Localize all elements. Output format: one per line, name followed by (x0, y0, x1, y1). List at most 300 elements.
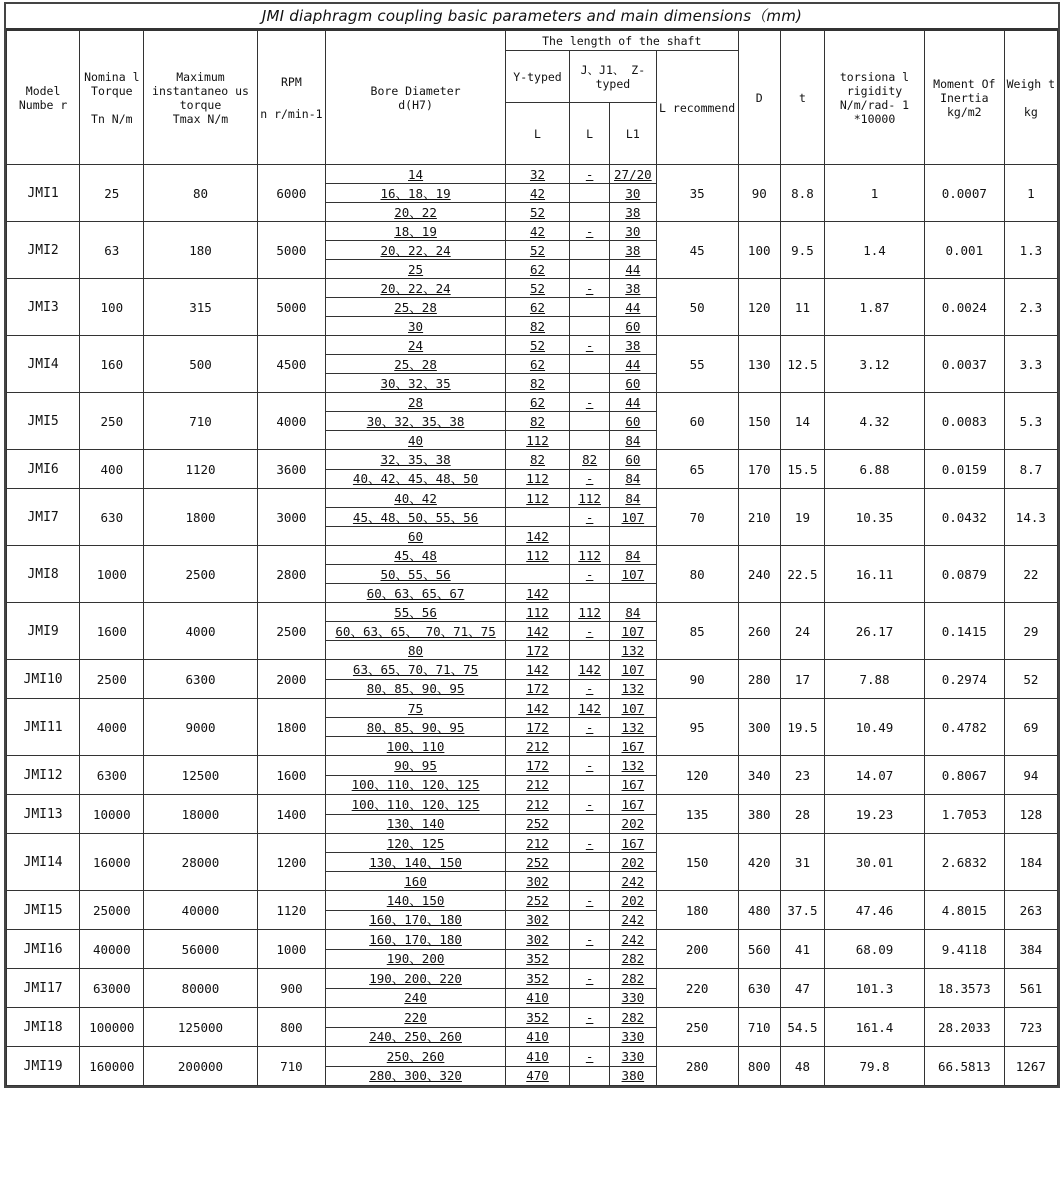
max-torque-cell: 1800 (144, 489, 257, 546)
t-cell: 9.5 (780, 222, 824, 279)
model-cell: JMI13 (7, 795, 80, 834)
header-y-l: L (505, 103, 569, 165)
l1-length: 107 (610, 661, 656, 680)
bore-column-cell (326, 1008, 506, 1047)
inertia-cell: 2.6832 (924, 834, 1004, 891)
inertia-cell: 66.5813 (924, 1047, 1004, 1086)
l1-length: 132 (621, 681, 645, 696)
table-row (7, 222, 1058, 279)
d-cell: 130 (738, 336, 780, 393)
torsional-rigidity-cell: 68.09 (825, 930, 925, 969)
j-typed-length: - (570, 393, 609, 412)
t-cell: 48 (780, 1047, 824, 1086)
y-column-cell (505, 660, 569, 699)
t-cell: 54.5 (780, 1008, 824, 1047)
bore-diameter: 14 (326, 165, 505, 184)
j-typed-length: - (570, 796, 609, 815)
bore-diameter: 30、32、35、38 (326, 412, 505, 431)
j-typed-length (570, 412, 609, 431)
l-recommend-cell: 35 (656, 165, 738, 222)
j-typed-length (570, 527, 609, 546)
nominal-torque-cell: 2500 (80, 660, 144, 699)
l1-length: 44 (610, 393, 656, 412)
t-cell: 24 (780, 603, 824, 660)
table-row (7, 1047, 1058, 1086)
j-typed-length (570, 641, 609, 660)
l1-length: 380 (621, 1068, 645, 1083)
l1-length: 30 (610, 222, 656, 241)
bore-column-cell (326, 603, 506, 660)
y-typed-length: 302 (506, 931, 569, 950)
j-column-cell (570, 336, 610, 393)
weight-cell: 69 (1004, 699, 1057, 756)
max-torque-cell: 40000 (144, 891, 257, 930)
j-column-cell (570, 930, 610, 969)
d-cell: 420 (738, 834, 780, 891)
j-typed-length (570, 374, 609, 393)
l1-length: 132 (610, 718, 656, 737)
j-typed-length: - (570, 970, 609, 989)
nominal-torque-cell: 63 (80, 222, 144, 279)
y-typed-length: 52 (529, 204, 546, 220)
y-column-cell (505, 336, 569, 393)
bore-diameter: 140、150 (326, 892, 505, 911)
y-typed-length: 142 (526, 585, 549, 601)
header-shaft-length: The length of the shaft (505, 31, 738, 51)
j-typed-length: 82 (570, 451, 609, 470)
torsional-rigidity-cell: 14.07 (825, 756, 925, 795)
l1-length: 27/20 (610, 165, 656, 184)
j-column-cell (570, 891, 610, 930)
l1-length: 107 (610, 565, 656, 584)
l-recommend-cell: 250 (656, 1008, 738, 1047)
inertia-cell: 0.0024 (924, 279, 1004, 336)
bore-diameter: 20、22 (394, 204, 437, 220)
t-cell: 22.5 (780, 546, 824, 603)
model-cell: JMI3 (7, 279, 80, 336)
bore-diameter: 80、85、90、95 (366, 681, 465, 696)
weight-cell: 384 (1004, 930, 1057, 969)
torsional-rigidity-cell: 1.4 (825, 222, 925, 279)
d-cell: 240 (738, 546, 780, 603)
header-model: Model Numbe r (7, 31, 80, 165)
weight-cell: 94 (1004, 756, 1057, 795)
j-column-cell (570, 1047, 610, 1086)
bore-diameter: 160、170、180 (326, 931, 505, 950)
model-cell: JMI12 (7, 756, 80, 795)
nominal-torque-cell: 160000 (80, 1047, 144, 1086)
j-column-cell (570, 834, 610, 891)
rpm-cell: 710 (257, 1047, 326, 1086)
rpm-cell: 1400 (257, 795, 326, 834)
j-column-cell (570, 279, 610, 336)
bore-diameter: 280、300、320 (369, 1068, 462, 1083)
l1-length: 107 (610, 699, 656, 718)
l1-column-cell (610, 795, 657, 834)
table-row (7, 795, 1058, 834)
y-column-cell (505, 393, 569, 450)
l1-length: 60 (610, 451, 656, 470)
l1-length: 84 (610, 546, 656, 565)
torsional-rigidity-cell: 79.8 (825, 1047, 925, 1086)
header-y-typed: Y-typed (505, 51, 569, 103)
header-max-torque-label: Maximum instantaneo us torque (152, 69, 249, 112)
y-typed-length: 42 (506, 222, 569, 241)
header-bore: Bore Diameter d(H7) (326, 31, 506, 165)
weight-cell: 561 (1004, 969, 1057, 1008)
model-cell: JMI5 (7, 393, 80, 450)
j-typed-length: 112 (570, 546, 609, 565)
l-recommend-cell: 45 (656, 222, 738, 279)
t-cell: 17 (780, 660, 824, 699)
torsional-rigidity-cell: 101.3 (825, 969, 925, 1008)
j-typed-length (570, 184, 609, 203)
rpm-cell: 4000 (257, 393, 326, 450)
weight-cell: 3.3 (1004, 336, 1057, 393)
rpm-cell: 2500 (257, 603, 326, 660)
y-column-cell (505, 969, 569, 1008)
bore-diameter: 25、28 (326, 355, 505, 374)
rpm-cell: 1120 (257, 891, 326, 930)
model-cell: JMI9 (7, 603, 80, 660)
max-torque-cell: 4000 (144, 603, 257, 660)
j-typed-length (570, 872, 609, 891)
max-torque-cell: 180 (144, 222, 257, 279)
y-typed-length: 142 (506, 622, 569, 641)
weight-cell: 14.3 (1004, 489, 1057, 546)
l1-length: 330 (610, 1048, 656, 1067)
bore-diameter: 28 (326, 393, 505, 412)
t-cell: 12.5 (780, 336, 824, 393)
j-typed-length (570, 203, 609, 222)
j-typed-length (570, 1066, 609, 1085)
y-typed-length: 212 (526, 777, 549, 792)
bore-diameter: 40、42 (326, 489, 505, 508)
bore-diameter: 16、18、19 (326, 184, 505, 203)
j-typed-length: - (570, 508, 609, 527)
t-cell: 19.5 (780, 699, 824, 756)
y-column-cell (505, 603, 569, 660)
weight-cell: 2.3 (1004, 279, 1057, 336)
j-typed-length (570, 910, 609, 929)
model-cell: JMI16 (7, 930, 80, 969)
y-column-cell (505, 1008, 569, 1047)
l-recommend-cell: 120 (656, 756, 738, 795)
table-row (7, 279, 1058, 336)
bore-diameter: 60、63、65、67 (366, 585, 465, 601)
inertia-cell: 18.3573 (924, 969, 1004, 1008)
bore-diameter: 90、95 (326, 757, 505, 776)
bore-column-cell (326, 756, 506, 795)
rpm-cell: 1000 (257, 930, 326, 969)
bore-diameter: 160 (404, 873, 427, 889)
rpm-cell: 1600 (257, 756, 326, 795)
table-row (7, 450, 1058, 489)
header-weight-unit: kg (1023, 104, 1038, 119)
j-typed-length: - (570, 1048, 609, 1067)
rpm-cell: 3600 (257, 450, 326, 489)
j-typed-length: - (570, 222, 609, 241)
bore-diameter: 190、200 (386, 951, 445, 966)
nominal-torque-cell: 63000 (80, 969, 144, 1008)
bore-diameter: 20、22、24 (326, 279, 505, 298)
nominal-torque-cell: 40000 (80, 930, 144, 969)
bore-diameter: 240 (404, 990, 427, 1005)
j-column-cell (570, 756, 610, 795)
torsional-rigidity-cell: 1.87 (825, 279, 925, 336)
y-typed-length: 212 (526, 738, 549, 754)
header-rpm (257, 31, 326, 165)
bore-diameter: 30、32、35 (380, 375, 451, 391)
nominal-torque-cell: 160 (80, 336, 144, 393)
l1-length (610, 527, 656, 546)
y-typed-length: 142 (506, 661, 569, 680)
torsional-rigidity-cell: 30.01 (825, 834, 925, 891)
header-t: t (780, 31, 824, 165)
y-column-cell (505, 546, 569, 603)
j-column-cell (570, 222, 610, 279)
y-column-cell (505, 489, 569, 546)
bore-diameter: 18、19 (326, 222, 505, 241)
d-cell: 340 (738, 756, 780, 795)
model-cell: JMI19 (7, 1047, 80, 1086)
y-typed-length: 470 (526, 1068, 549, 1083)
weight-cell: 52 (1004, 660, 1057, 699)
bore-diameter: 220 (326, 1009, 505, 1028)
y-typed-length (506, 565, 569, 584)
j-typed-length: - (570, 931, 609, 950)
header-rpm-symbol: n r/min-1 (260, 106, 323, 121)
t-cell: 15.5 (780, 450, 824, 489)
header-max-torque (144, 31, 257, 165)
table-row (7, 393, 1058, 450)
j-typed-length (570, 431, 609, 450)
l1-column-cell (610, 834, 657, 891)
l-recommend-cell: 220 (656, 969, 738, 1008)
l1-length: 202 (621, 816, 645, 831)
d-cell: 480 (738, 891, 780, 930)
y-typed-length: 252 (526, 816, 549, 831)
l1-column-cell (610, 891, 657, 930)
l1-length: 282 (621, 951, 645, 966)
l1-column-cell (610, 660, 657, 699)
l1-length: 132 (621, 642, 645, 658)
inertia-cell: 4.8015 (924, 891, 1004, 930)
j-typed-length: - (570, 718, 609, 737)
y-column-cell (505, 450, 569, 489)
inertia-cell: 0.0007 (924, 165, 1004, 222)
j-typed-length: - (570, 757, 609, 776)
l1-length: 202 (610, 892, 656, 911)
max-torque-cell: 9000 (144, 699, 257, 756)
coupling-parameter-table (4, 2, 1060, 1088)
bore-diameter: 45、48、50、55、56 (326, 508, 505, 527)
y-typed-length: 172 (526, 681, 549, 696)
y-typed-length: 52 (506, 336, 569, 355)
j-column-cell (570, 795, 610, 834)
inertia-cell: 0.8067 (924, 756, 1004, 795)
j-typed-length (570, 737, 609, 756)
weight-cell: 128 (1004, 795, 1057, 834)
j-typed-length: - (570, 622, 609, 641)
bore-column-cell (326, 795, 506, 834)
model-cell: JMI14 (7, 834, 80, 891)
bore-column-cell (326, 450, 506, 489)
nominal-torque-cell: 100 (80, 279, 144, 336)
j-column-cell (570, 165, 610, 222)
rpm-cell: 5000 (257, 279, 326, 336)
t-cell: 14 (780, 393, 824, 450)
table-row (7, 930, 1058, 969)
l1-column-cell (610, 279, 657, 336)
l1-length: 44 (625, 261, 641, 277)
table-body (7, 165, 1058, 1086)
j-typed-length: 142 (570, 661, 609, 680)
nominal-torque-cell: 6300 (80, 756, 144, 795)
bore-column-cell (326, 969, 506, 1008)
rpm-cell: 2800 (257, 546, 326, 603)
y-typed-length: 62 (506, 298, 569, 317)
rpm-cell: 3000 (257, 489, 326, 546)
inertia-cell: 0.0879 (924, 546, 1004, 603)
y-column-cell (505, 699, 569, 756)
rpm-cell: 2000 (257, 660, 326, 699)
header-max-torque-symbol: Tmax N/m (172, 111, 229, 126)
l1-column-cell (610, 393, 657, 450)
t-cell: 28 (780, 795, 824, 834)
bore-diameter: 100、110、120、125 (351, 777, 480, 792)
table-row (7, 660, 1058, 699)
table-row (7, 1008, 1058, 1047)
max-torque-cell: 1120 (144, 450, 257, 489)
rpm-cell: 5000 (257, 222, 326, 279)
l-recommend-cell: 55 (656, 336, 738, 393)
table-row (7, 336, 1058, 393)
l1-column-cell (610, 930, 657, 969)
inertia-cell: 0.0083 (924, 393, 1004, 450)
inertia-cell: 0.4782 (924, 699, 1004, 756)
header-d: D (738, 31, 780, 165)
bore-diameter: 60 (408, 528, 424, 544)
l1-length: 38 (625, 204, 641, 220)
l-recommend-cell: 150 (656, 834, 738, 891)
y-typed-length: 352 (526, 951, 549, 966)
l-recommend-cell: 180 (656, 891, 738, 930)
l1-length: 60 (625, 318, 641, 334)
max-torque-cell: 56000 (144, 930, 257, 969)
j-typed-length: - (570, 834, 609, 853)
l1-length: 84 (610, 489, 656, 508)
j-typed-length: - (570, 565, 609, 584)
bore-column-cell (326, 336, 506, 393)
l1-length: 330 (621, 1029, 645, 1044)
y-typed-length: 352 (506, 970, 569, 989)
weight-cell: 1267 (1004, 1047, 1057, 1086)
torsional-rigidity-cell: 6.88 (825, 450, 925, 489)
y-column-cell (505, 165, 569, 222)
header-rpm-label: RPM (281, 74, 302, 89)
table-row (7, 834, 1058, 891)
y-typed-length: 82 (506, 451, 569, 470)
y-column-cell (505, 1047, 569, 1086)
t-cell: 47 (780, 969, 824, 1008)
j-typed-length: - (570, 892, 609, 911)
bore-diameter: 120、125 (326, 834, 505, 853)
max-torque-cell: 500 (144, 336, 257, 393)
d-cell: 800 (738, 1047, 780, 1086)
model-cell: JMI2 (7, 222, 80, 279)
torsional-rigidity-cell: 26.17 (825, 603, 925, 660)
j-typed-length (570, 241, 609, 260)
header-weight (1004, 31, 1057, 165)
l1-length: 38 (610, 336, 656, 355)
bore-diameter: 25、28 (326, 298, 505, 317)
header-inertia: Moment Of Inertia kg/m2 (924, 31, 1004, 165)
l1-length (610, 584, 656, 603)
header-torsional-rigidity: torsiona l rigidity N/m/rad- 1 *10000 (825, 31, 925, 165)
bore-diameter: 45、48 (326, 546, 505, 565)
model-cell: JMI17 (7, 969, 80, 1008)
j-column-cell (570, 1008, 610, 1047)
rpm-cell: 1200 (257, 834, 326, 891)
torsional-rigidity-cell: 10.49 (825, 699, 925, 756)
l-recommend-cell: 50 (656, 279, 738, 336)
l1-length: 167 (621, 777, 645, 792)
nominal-torque-cell: 100000 (80, 1008, 144, 1047)
max-torque-cell: 28000 (144, 834, 257, 891)
y-typed-length: 142 (506, 699, 569, 718)
y-column-cell (505, 834, 569, 891)
j-column-cell (570, 489, 610, 546)
y-column-cell (505, 756, 569, 795)
table-row (7, 489, 1058, 546)
l1-length: 242 (621, 912, 645, 927)
l1-length: 107 (610, 508, 656, 527)
y-typed-length: 352 (506, 1009, 569, 1028)
l1-length: 167 (610, 834, 656, 853)
l-recommend-cell: 70 (656, 489, 738, 546)
max-torque-cell: 200000 (144, 1047, 257, 1086)
table-row (7, 756, 1058, 795)
bore-column-cell (326, 891, 506, 930)
l1-column-cell (610, 546, 657, 603)
y-typed-length: 252 (506, 892, 569, 911)
d-cell: 150 (738, 393, 780, 450)
t-cell: 8.8 (780, 165, 824, 222)
bore-diameter: 100、110 (386, 738, 445, 754)
max-torque-cell: 18000 (144, 795, 257, 834)
weight-cell: 263 (1004, 891, 1057, 930)
d-cell: 170 (738, 450, 780, 489)
torsional-rigidity-cell: 19.23 (825, 795, 925, 834)
max-torque-cell: 80 (144, 165, 257, 222)
max-torque-cell: 2500 (144, 546, 257, 603)
bore-diameter: 55、56 (326, 603, 505, 622)
l1-length: 38 (610, 279, 656, 298)
l-recommend-cell: 90 (656, 660, 738, 699)
y-typed-length: 302 (526, 873, 549, 889)
j-typed-length: - (585, 681, 594, 696)
l1-length: 60 (610, 412, 656, 431)
torsional-rigidity-cell: 10.35 (825, 489, 925, 546)
y-typed-length: 112 (526, 471, 549, 486)
d-cell: 560 (738, 930, 780, 969)
y-typed-length: 82 (529, 375, 546, 391)
header-weight-label: Weigh t (1006, 76, 1056, 91)
weight-cell: 8.7 (1004, 450, 1057, 489)
j-typed-length (570, 260, 609, 279)
table-title: JMI diaphragm coupling basic parameters and main dimensions（mm) (6, 4, 1058, 30)
